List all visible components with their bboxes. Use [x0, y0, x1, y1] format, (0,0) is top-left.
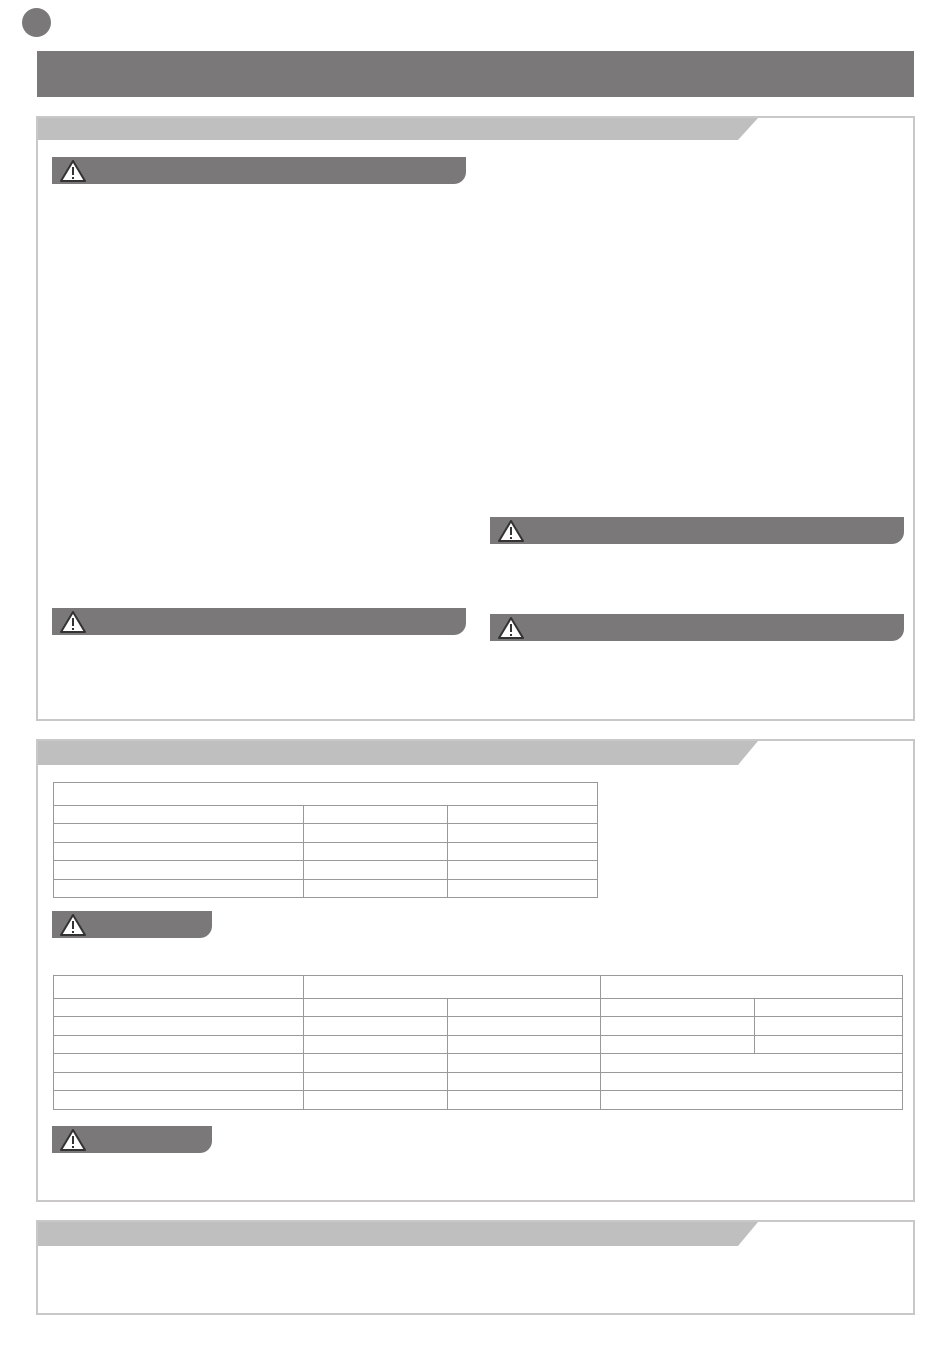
table-row	[54, 880, 598, 898]
table-row	[54, 1017, 903, 1036]
table-cell	[448, 1017, 601, 1036]
table-cell	[448, 806, 598, 824]
warning-triangle-icon	[497, 519, 525, 543]
table-cell	[304, 1017, 448, 1036]
table-cell	[304, 1091, 448, 1110]
table-cell	[448, 999, 601, 1017]
table-cell	[755, 1036, 903, 1054]
table-cell	[304, 1054, 448, 1073]
warning-bar-2	[52, 608, 466, 635]
table-cell	[304, 824, 448, 843]
table-cell	[304, 999, 448, 1017]
table-cell	[54, 1036, 304, 1054]
table-cell	[304, 806, 448, 824]
table-cell	[54, 999, 304, 1017]
table-cell	[448, 1036, 601, 1054]
table-cell	[54, 1054, 304, 1073]
table-cell	[54, 861, 304, 880]
table-cell	[54, 976, 304, 999]
warning-triangle-icon	[59, 159, 87, 183]
table-row	[54, 976, 903, 999]
section-3-header	[38, 1222, 758, 1246]
table-cell	[54, 1091, 304, 1110]
table-cell	[448, 1054, 601, 1073]
table-cell	[54, 880, 304, 898]
table-cell	[448, 1073, 601, 1091]
table-row	[54, 1036, 903, 1054]
warning-triangle-icon	[59, 610, 87, 634]
table-cell	[304, 843, 448, 861]
warning-triangle-icon	[59, 913, 87, 937]
table-row	[54, 1073, 903, 1091]
table-cell	[304, 1036, 448, 1054]
table-cell	[755, 999, 903, 1017]
table-cell	[448, 880, 598, 898]
table-cell	[448, 861, 598, 880]
table-row	[54, 999, 903, 1017]
warning-triangle-icon	[59, 1128, 87, 1152]
section-1-header	[38, 118, 758, 140]
table-cell	[448, 824, 598, 843]
section-2-header	[38, 741, 758, 765]
table-cell	[601, 976, 903, 999]
warning-bar-6	[52, 1126, 212, 1153]
table-row	[54, 843, 598, 861]
section-3	[36, 1220, 915, 1315]
table-cell	[601, 1036, 755, 1054]
table-cell	[54, 1017, 304, 1036]
table-cell	[54, 843, 304, 861]
table-cell	[448, 843, 598, 861]
table-cell	[54, 1073, 304, 1091]
table-cell	[601, 1017, 755, 1036]
warning-triangle-icon	[497, 616, 525, 640]
table-row	[54, 1054, 903, 1073]
table-cell	[755, 1017, 903, 1036]
warning-bar-1	[52, 157, 466, 184]
table-1	[53, 782, 598, 898]
section-2	[36, 739, 915, 1202]
table-row	[54, 806, 598, 824]
page-number-dot	[22, 8, 51, 37]
table-cell	[304, 880, 448, 898]
table-cell	[601, 1054, 903, 1073]
table-cell	[54, 806, 304, 824]
warning-bar-4	[490, 614, 904, 641]
table-row	[54, 1091, 903, 1110]
table-row	[54, 783, 598, 806]
table-2	[53, 975, 903, 1110]
warning-bar-3	[490, 517, 904, 544]
page-title-bar	[37, 51, 914, 97]
warning-bar-5	[52, 911, 212, 938]
table-cell	[601, 1091, 903, 1110]
table-cell	[54, 783, 598, 806]
table-cell	[304, 861, 448, 880]
table-cell	[304, 1073, 448, 1091]
table-cell	[54, 824, 304, 843]
section-1	[36, 116, 915, 721]
table-cell	[601, 999, 755, 1017]
table-cell	[448, 1091, 601, 1110]
table-row	[54, 824, 598, 843]
table-cell	[304, 976, 601, 999]
table-cell	[601, 1073, 903, 1091]
table-row	[54, 861, 598, 880]
